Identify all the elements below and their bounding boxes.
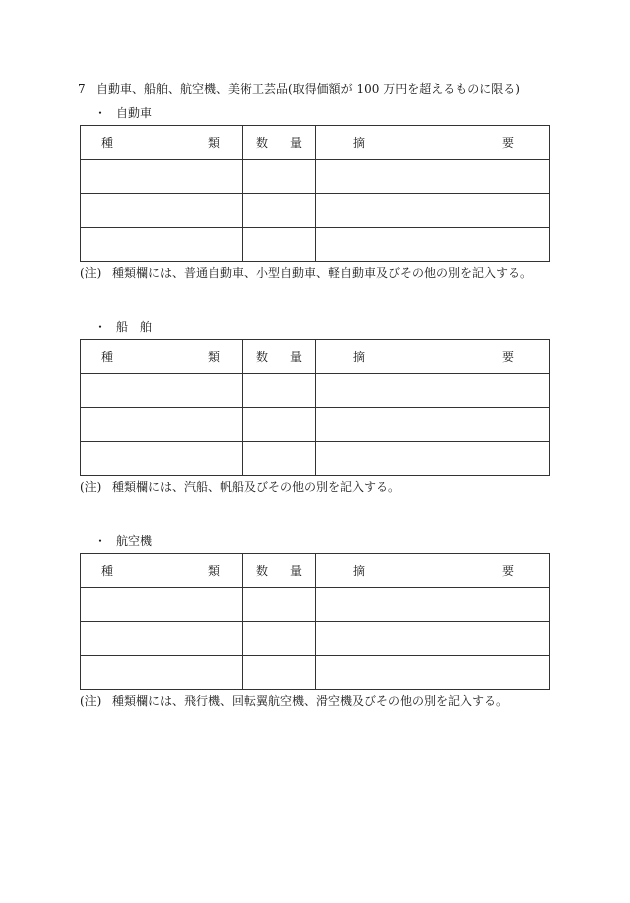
cell-summary[interactable] <box>316 374 550 408</box>
note-text: 種類欄には、普通自動車、小型自動車、軽自動車及びその他の別を記入する。 <box>112 266 533 280</box>
cell-summary[interactable] <box>316 160 550 194</box>
cell-summary[interactable] <box>316 228 550 262</box>
bullet-mark: ・ <box>94 534 107 548</box>
header-quantity: 数 量 <box>243 340 316 374</box>
cell-type[interactable] <box>81 622 243 656</box>
section-title: 自動車 <box>116 106 153 120</box>
note-tag: (注) <box>80 694 102 708</box>
table-row <box>81 408 550 442</box>
section-note <box>80 264 532 281</box>
table-header-row <box>81 340 550 374</box>
cell-summary[interactable] <box>316 442 550 476</box>
header-type: 種 類 <box>81 340 243 374</box>
section-title: 航空機 <box>116 534 153 548</box>
automobile-table <box>80 125 550 262</box>
cell-quantity[interactable] <box>243 194 316 228</box>
header-quantity: 数 量 <box>243 126 316 160</box>
cell-summary[interactable] <box>316 588 550 622</box>
header-quantity: 数 量 <box>243 554 316 588</box>
heading-text: 自動車、船舶、航空機、美術工芸品(取得価額が 100 万円を超えるものに限る) <box>96 82 520 96</box>
cell-summary[interactable] <box>316 194 550 228</box>
cell-quantity[interactable] <box>243 442 316 476</box>
table-row <box>81 160 550 194</box>
cell-type[interactable] <box>81 656 243 690</box>
bullet-mark: ・ <box>94 320 107 334</box>
header-summary: 摘 要 <box>316 340 550 374</box>
section-heading <box>94 318 152 335</box>
table-row <box>81 228 550 262</box>
table-row <box>81 588 550 622</box>
ship-table <box>80 339 550 476</box>
cell-type[interactable] <box>81 374 243 408</box>
cell-quantity[interactable] <box>243 408 316 442</box>
cell-type[interactable] <box>81 194 243 228</box>
cell-type[interactable] <box>81 408 243 442</box>
cell-quantity[interactable] <box>243 656 316 690</box>
bullet-mark: ・ <box>94 106 107 120</box>
cell-summary[interactable] <box>316 656 550 690</box>
note-text: 種類欄には、汽船、帆船及びその他の別を記入する。 <box>112 480 401 494</box>
table-row <box>81 374 550 408</box>
cell-summary[interactable] <box>316 622 550 656</box>
section-heading <box>94 532 152 549</box>
cell-type[interactable] <box>81 160 243 194</box>
note-tag: (注) <box>80 266 102 280</box>
table-row <box>81 442 550 476</box>
header-summary: 摘 要 <box>316 554 550 588</box>
cell-quantity[interactable] <box>243 622 316 656</box>
note-text: 種類欄には、飛行機、回転翼航空機、滑空機及びその他の別を記入する。 <box>112 694 509 708</box>
section-note <box>80 692 508 709</box>
section-heading <box>94 104 152 121</box>
table-row <box>81 656 550 690</box>
cell-summary[interactable] <box>316 408 550 442</box>
cell-type[interactable] <box>81 228 243 262</box>
cell-quantity[interactable] <box>243 228 316 262</box>
table-row <box>81 194 550 228</box>
header-type: 種 類 <box>81 126 243 160</box>
cell-quantity[interactable] <box>243 588 316 622</box>
header-summary: 摘 要 <box>316 126 550 160</box>
cell-type[interactable] <box>81 442 243 476</box>
cell-quantity[interactable] <box>243 374 316 408</box>
header-type: 種 類 <box>81 554 243 588</box>
table-header-row <box>81 126 550 160</box>
table-header-row <box>81 554 550 588</box>
cell-type[interactable] <box>81 588 243 622</box>
table-row <box>81 622 550 656</box>
aircraft-table <box>80 553 550 690</box>
cell-quantity[interactable] <box>243 160 316 194</box>
page-heading <box>78 80 520 97</box>
section-note <box>80 478 400 495</box>
heading-number: 7 <box>78 82 86 96</box>
section-title: 船 舶 <box>116 320 153 334</box>
note-tag: (注) <box>80 480 102 494</box>
